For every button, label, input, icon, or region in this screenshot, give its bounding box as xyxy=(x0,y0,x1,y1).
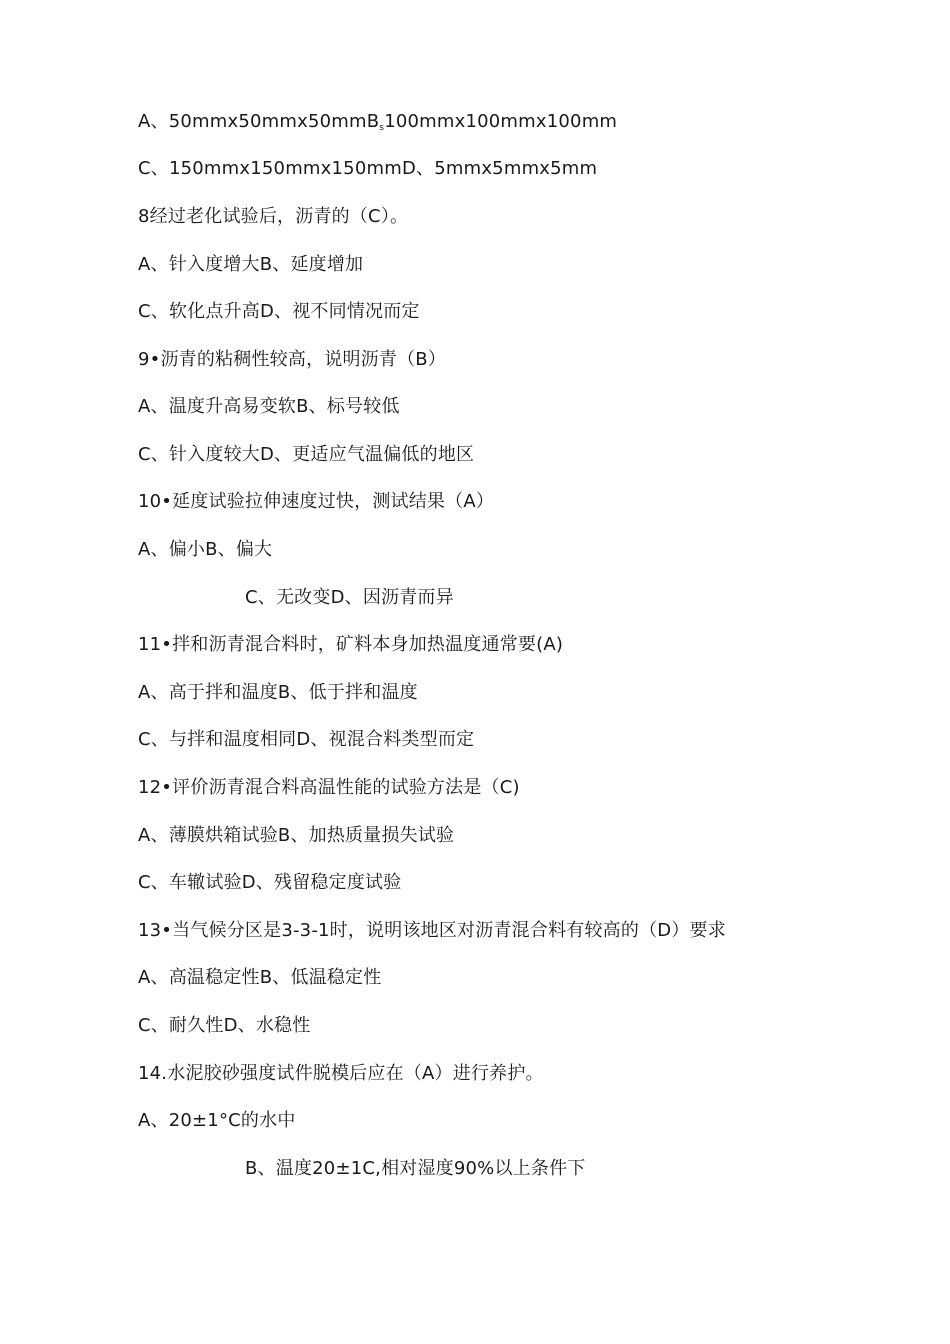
option-line-c-d-q10: C、无改变D、因沥青而异 xyxy=(245,587,454,608)
option-line-c-d-q8: C、软化点升高D、视不同情况而定 xyxy=(138,301,420,322)
question-11: 11•拌和沥青混合料时，矿料本身加热温度通常要(A) xyxy=(138,634,564,655)
option-line-a-b-q11: A、高于拌和温度B、低于拌和温度 xyxy=(138,682,418,703)
option-line-a-b-q10: A、偏小B、偏大 xyxy=(138,539,273,560)
option-line-c-d-q11: C、与拌和温度相同D、视混合料类型而定 xyxy=(138,729,475,750)
option-line-a-b-q7: A、50mmx50mmx50mmB$_s$100mmx100mmx100mm xyxy=(138,111,618,133)
question-12: 12•评价沥青混合料高温性能的试验方法是（C) xyxy=(138,777,520,798)
question-10: 10•延度试验拉伸速度过快，测试结果（A） xyxy=(138,491,495,512)
question-8: 8经过老化试验后，沥青的（C）。 xyxy=(138,206,409,227)
option-a-q14: A、20±1°C的水中 xyxy=(138,1110,296,1131)
question-9: 9•沥青的粘稠性较高，说明沥青（B） xyxy=(138,349,447,370)
option-line-a-b-q13: A、高温稳定性B、低温稳定性 xyxy=(138,967,382,988)
question-14: 14.水泥胶砂强度试件脱模后应在（A）进行养护。 xyxy=(138,1063,544,1084)
option-line-a-b-q9: A、温度升高易变软B、标号较低 xyxy=(138,396,400,417)
option-line-a-b-q12: A、薄膜烘箱试验B、加热质量损失试验 xyxy=(138,825,455,846)
option-line-c-d-q9: C、针入度较大D、更适应气温偏低的地区 xyxy=(138,444,475,465)
option-line-c-d-q12: C、车辙试验D、残留稳定度试验 xyxy=(138,872,402,893)
option-b-q14: B、温度20±1C,相对湿度90%以上条件下 xyxy=(245,1158,586,1179)
option-line-c-d-q13: C、耐久性D、水稳性 xyxy=(138,1015,311,1036)
question-13: 13•当气候分区是3-3-1时，说明该地区对沥青混合料有较高的（D）要求 xyxy=(138,920,726,941)
option-line-a-b-q8: A、针入度增大B、延度增加 xyxy=(138,254,364,275)
option-line-c-d-q7: C、150mmx150mmx150mmD、5mmx5mmx5mm xyxy=(138,158,598,179)
